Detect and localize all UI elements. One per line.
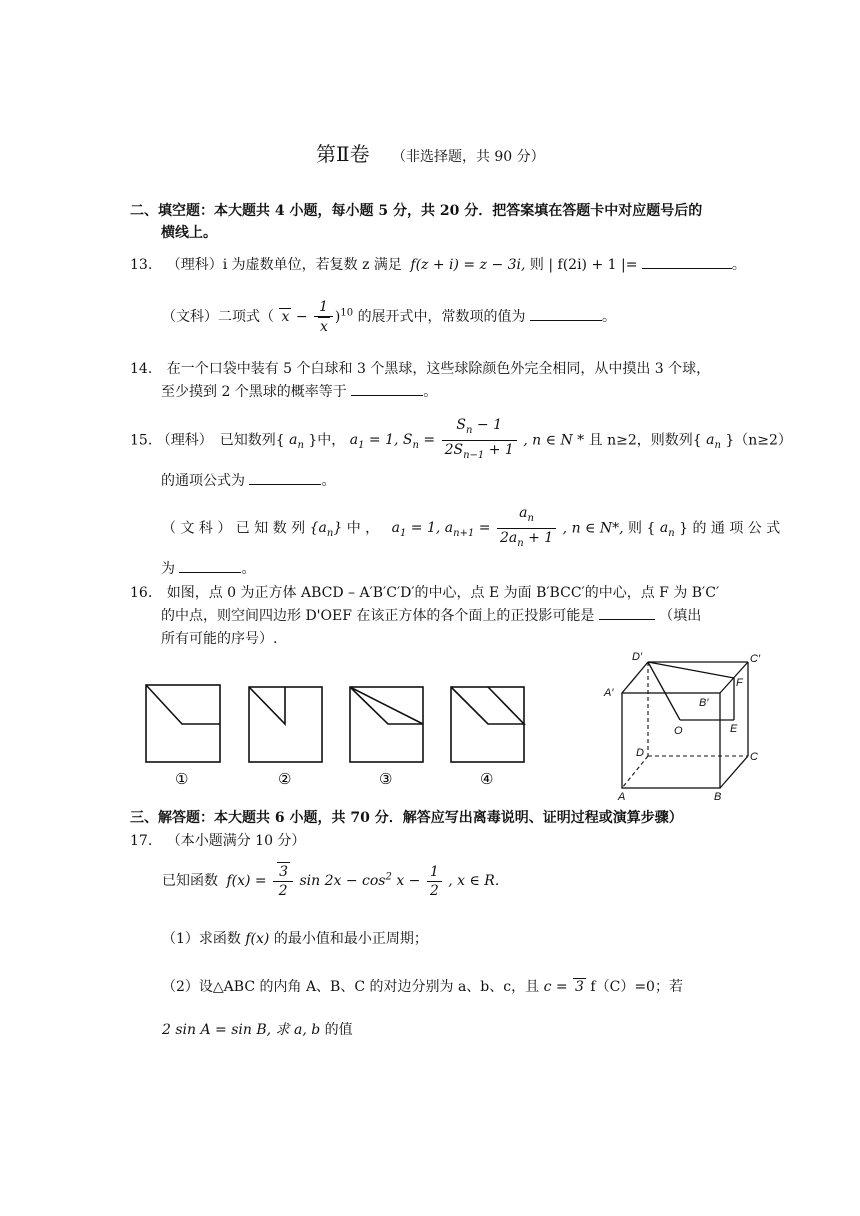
figure-4-label: ④: [480, 771, 494, 788]
q15-wen-fraction: $\frac{a_n}{2a_n + 1}$: [497, 504, 556, 553]
q16-projection-figures: [130, 670, 550, 800]
cube-label-f: F: [736, 677, 743, 689]
q15-li-tail: }（n≥2）: [725, 432, 792, 449]
q17-function: 已知函数 f(x) = $\frac{3}{2}$ $\sin 2x - \cos^2 x$ − $\frac{1}{2}$ , x ∈ R.: [162, 863, 500, 899]
cube-label-a: A: [618, 791, 626, 800]
q13-wen-tail: 的展开式中，常数项的值为: [357, 309, 526, 325]
q17-frac-sqrt3: $\frac{3}{2}$: [273, 862, 293, 900]
q15-li-prefix: （理科） 已知数列{: [156, 432, 285, 449]
cube-label-e: E: [730, 723, 738, 735]
cube-label-d1: D′: [632, 651, 643, 663]
q16-line1: [130, 582, 719, 602]
cube-label-a1: A′: [604, 687, 614, 699]
cube-label-b1: B′: [699, 697, 709, 709]
figure-1-label: ①: [175, 771, 189, 788]
q16-answer-blank[interactable]: [599, 605, 655, 620]
q17-number: 17.: [130, 833, 153, 849]
figure-4-path: [451, 687, 524, 724]
q15-seq-a: $a_n$: [289, 432, 304, 452]
section-2-heading-line2: 横线上。: [161, 225, 217, 241]
q15-li-line: 15. （理科） 已知数列{ $a_n$ }中， $a_1 = 1$, $S_n$ = $\frac{S_n - 1}{2S_{n-1} + 1}$ , n ∈ N * 且 n≥2，则数列{ $a_n$ }（n≥2）: [130, 416, 792, 465]
q13-li-answer-blank[interactable]: [642, 254, 732, 269]
q16-text-2a: 的中点，则空间四边形 D'OEF 在该正方体的各个面上的正投影可能是: [161, 608, 595, 624]
q17-part1-b: 的最小值和最小正周期；: [273, 931, 428, 947]
q16-text-2b: （填出: [659, 608, 702, 624]
q15-li-answer-blank[interactable]: [249, 470, 321, 485]
q17-intro: 已知函数: [162, 873, 218, 889]
section-3-heading: 三、解答题：本大题共 6 小题，共 70 分．解答应写出离毒说明、证明过程或演算步骤）: [130, 810, 683, 826]
q13-li-text: （理科）i 为虚数单位，若复数 z 满足: [166, 257, 402, 273]
q14-end-mark: 。: [423, 384, 438, 400]
q14-line2: [161, 381, 437, 401]
q15-li-line2: [161, 470, 335, 490]
q17-part2-line2: 2 sin A = sin B, 求 a, b 的值: [162, 1022, 353, 1038]
sqrt-x: x: [281, 309, 290, 325]
figure-2-path: [249, 687, 285, 724]
figure-1-path: [146, 685, 220, 724]
cube-label-d: D: [636, 747, 644, 759]
q14-line1: [130, 358, 710, 378]
q13-fraction: $\frac{1}{x}$: [314, 298, 333, 336]
figure-3-path: [350, 687, 423, 724]
figure-3-label: ③: [379, 771, 393, 788]
q13-wen-answer-blank[interactable]: [530, 306, 602, 321]
q15-wen-text-2: 为: [161, 561, 175, 577]
q13-number: 13.: [130, 257, 153, 273]
q16-cube-diagram: [598, 648, 778, 800]
q15-wen-tail2: } 的 通 项 公 式: [679, 520, 781, 537]
q15-wen-line2: [161, 558, 255, 578]
title-subtitle: （非选择题，共 90 分）: [391, 149, 545, 165]
q13-wen-formula: x − $\frac{1}{x}$ )$^{10}$: [281, 299, 354, 335]
q13-li-math: f(z + i) = z − 3i,: [410, 257, 526, 273]
q15-li-mid: }中，: [308, 432, 346, 449]
cube-label-c1: C′: [750, 653, 761, 665]
q17-part2-line2-tail: 的值: [324, 1022, 353, 1038]
q17-frac-half: $\frac{1}{2}$: [427, 863, 442, 900]
title-text: 第Ⅱ卷: [316, 142, 370, 166]
q15-wen-prefix: （ 文 科 ） 已 知 数 列: [162, 520, 306, 537]
q14-text-2: 至少摸到 2 个黑球的概率等于: [161, 384, 347, 400]
q16-text-3: 所有可能的序号）.: [161, 631, 278, 647]
q13-exponent: 10: [340, 307, 354, 319]
figure-2-label: ②: [278, 771, 292, 788]
q16-text-1: 如图，点 0 为正方体 ABCD – A′B′C′D′的中心，点 E 为面 B′BCC′的中心，点 F 为 B′C′: [166, 585, 720, 601]
q14-text-1: 在一个口袋中装有 5 个白球和 3 个黑球，这些球除颜色外完全相同，从中摸出 3 个球，: [166, 361, 711, 377]
q13-end-mark: 。: [731, 257, 746, 273]
q15-wen-tail: 则 {: [628, 520, 656, 537]
q15-li-math: $a_1 = 1$, $S_n$ =: [349, 432, 436, 452]
cube-label-c: C: [750, 751, 758, 763]
q15-wen-answer-blank[interactable]: [179, 558, 241, 573]
q15-li-fraction: $\frac{S_n - 1}{2S_{n-1} + 1}$: [442, 416, 517, 465]
q17-part2-a: （2）设△ABC 的内角 A、B、C 的对边分别为 a、b、c，且: [162, 979, 540, 995]
q15-li-end-mark: 。: [321, 473, 336, 489]
q17-part2: （2）设△ABC 的内角 A、B、C 的对边分别为 a、b、c，且 c = 3 f（C）=0；若: [162, 979, 683, 995]
q17-header: [130, 830, 305, 850]
q15-li-text-2: 的通项公式为: [161, 473, 245, 489]
q17-score: （本小题满分 10 分）: [166, 833, 306, 849]
page-title: [316, 138, 545, 167]
q14-answer-blank[interactable]: [351, 381, 423, 396]
q17-part1-a: （1）求函数: [162, 931, 241, 947]
q15-wen-end-mark: 。: [241, 561, 256, 577]
q15-wen-line: （ 文 科 ） 已 知 数 列 $\{a_n\}$ 中 ， $a_1 = 1$, $a_{n+1}$ = $\frac{a_n}{2a_n + 1}$ , n ∈ N*, 则 { $a_n$ } 的 通 项 公 式: [162, 504, 780, 553]
cube-label-o: O: [674, 725, 683, 737]
q15-wen-mid: 中 ，: [346, 520, 380, 537]
q13-li-line: [130, 254, 746, 274]
q13-wen-end-mark: 。: [602, 309, 617, 325]
q17-part1: （1）求函数 f(x) 的最小值和最小正周期；: [162, 931, 428, 947]
q17-part2-b: f（C）=0；若: [590, 979, 683, 995]
q16-number: 16.: [130, 585, 153, 601]
q15-li-cond: 且 n≥2，则数列{: [588, 432, 702, 449]
q13-wen-text: （文科）二项式（: [162, 309, 274, 325]
cube-label-b: B: [714, 791, 722, 800]
q16-line2: [161, 605, 701, 625]
q16-line3: [161, 628, 277, 648]
q14-number: 14.: [130, 361, 153, 377]
section-2-heading-line1: 二、填空题：本大题共 4 小题，每小题 5 分，共 20 分．把答案填在答题卡中对应题号后的: [130, 203, 703, 219]
q15-number: 15.: [130, 432, 153, 449]
q13-wen-line: [162, 298, 616, 336]
q13-li-ask: 则 | f(2i) + 1 |=: [529, 257, 638, 273]
